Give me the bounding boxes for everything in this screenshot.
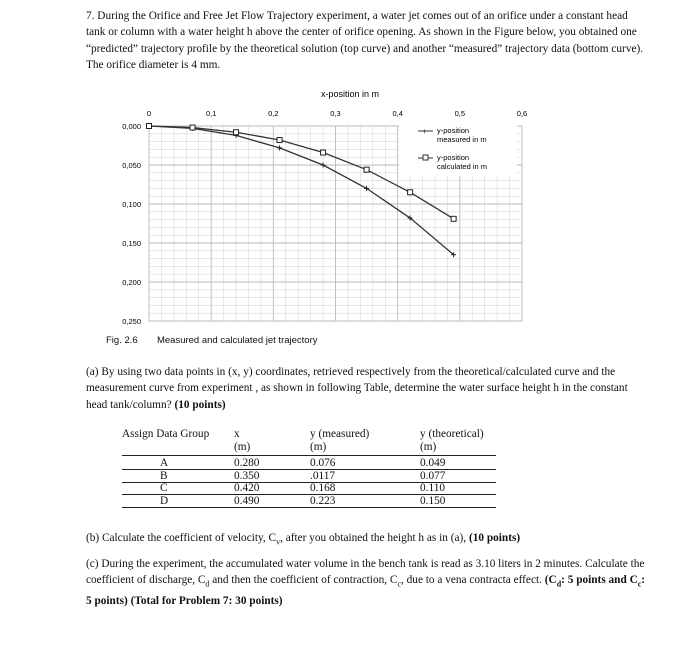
part-b: [86, 530, 646, 551]
x-tick-label: 0,3: [330, 109, 341, 118]
unit-y-theoretical: (m): [420, 441, 437, 453]
part-a-points: (10 points): [174, 398, 226, 411]
table-cell: 0.076: [310, 457, 336, 469]
table-cell: 0.490: [234, 494, 260, 507]
table-cell: 0.223: [310, 494, 336, 507]
part-a-text: (a) By using two data points in (x, y) coordinates, retrieved respectively from the theoretical/calculated curve and the measurement curve from experiment , as shown in following Table, determine the water surface height h in the constant head tank/column?: [86, 366, 628, 411]
pts-cd-pre: (C: [544, 574, 557, 587]
pts-cd-post: : 5 points and C: [561, 574, 638, 587]
part-b-sub: v: [276, 537, 281, 547]
header-x: x: [234, 428, 240, 440]
pts-sub-c: c: [637, 579, 642, 589]
table-cell: 0.049: [420, 457, 446, 469]
figure-number: Fig. 2.6: [106, 335, 138, 346]
part-c-total: (Total for Problem 7: 30 points): [130, 594, 283, 607]
table-cell: 0.420: [234, 482, 260, 494]
table-row-group: D: [160, 494, 169, 507]
x-tick-label: 0,5: [454, 109, 466, 118]
unit-x: (m): [234, 441, 251, 453]
y-tick-label: 0,000: [122, 122, 141, 131]
header-y-theoretical: y (theoretical): [420, 428, 484, 440]
pts-sub-d: d: [556, 579, 562, 589]
x-tick-label: 0: [146, 109, 152, 118]
table-cell: 0.350: [234, 469, 260, 482]
figure-caption-text: Measured and calculated jet trajectory: [156, 335, 318, 346]
part-c-sub-d: d: [205, 579, 210, 589]
table-cell: 0.150: [420, 494, 446, 507]
y-tick-label: 0,250: [122, 317, 141, 326]
table-cell: 0.280: [234, 457, 260, 469]
legend-measured-line1: y-position: [437, 126, 470, 135]
x-tick-label: 0,4: [392, 109, 403, 118]
x-tick-label: 0,2: [268, 109, 279, 118]
table-row-group: B: [160, 469, 168, 482]
part-b-points: (10 points): [468, 532, 521, 544]
y-tick-label: 0,200: [122, 278, 141, 287]
y-tick-label: 0,100: [122, 200, 141, 209]
pts-cc-post: : 5 points): [86, 574, 646, 607]
x-tick-label: 0,6: [516, 109, 528, 118]
legend-measured-line2: measured in m: [437, 135, 487, 144]
x-tick-label: 0,1: [205, 109, 217, 118]
y-tick-label: 0,150: [122, 239, 141, 248]
question-intro: 7. During the Orifice and Free Jet Flow Trajectory experiment, a water jet comes out of an orifice under a constant head tank or column with a water height h above the center of orifice opening. As shown in the Figure below, you obtained one “predicted” trajectory profile by the theoretical solution (top curve) and another “measured” trajectory data (bottom curve). The orifice diameter is 4 mm.: [86, 10, 644, 71]
part-b-text: (b) Calculate the coefficient of velocity, C: [86, 532, 277, 544]
legend-calculated-line2: calculated in m: [437, 162, 488, 171]
table-rule: [122, 455, 496, 456]
part-c-text: (c) During the experiment, the accumulated water volume in the bench tank is read as 3.10 liters in 2 minutes. Calculate the coefficient of discharge, C: [86, 558, 645, 587]
part-c-text-post: , due to a vena contracta effect.: [401, 574, 542, 587]
table-cell: 0.110: [420, 482, 445, 494]
table-rule: [122, 507, 496, 508]
table-cell: .0117: [310, 469, 335, 482]
table-row-group: C: [160, 482, 168, 494]
part-c: [86, 556, 646, 609]
part-b-text-post: , after you obtained the height h as in (a),: [280, 532, 467, 544]
table-cell: 0.077: [420, 469, 446, 482]
part-c-text-mid: and then the coefficient of contraction, C: [209, 574, 398, 587]
table-row-group: A: [160, 457, 169, 469]
unit-y-measured: (m): [310, 441, 327, 453]
part-c-sub-c: c: [397, 579, 401, 589]
x-axis-title: x-position in m: [320, 89, 380, 99]
y-tick-label: 0,050: [122, 161, 141, 170]
header-group: Assign Data Group: [122, 428, 210, 440]
legend-calculated-line1: y-position: [437, 153, 470, 162]
header-y-measured: y (measured): [310, 428, 370, 440]
table-cell: 0.168: [310, 482, 336, 494]
legend-plus-icon: +: [422, 127, 427, 136]
